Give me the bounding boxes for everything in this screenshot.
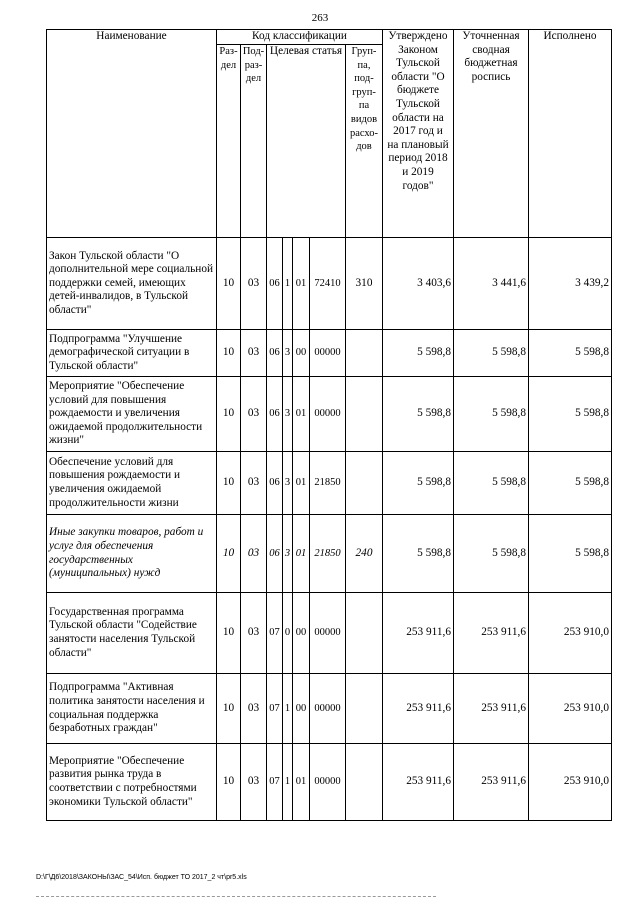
cell-group [346,744,383,821]
cell-executed: 5 598,8 [529,452,612,515]
table-row [47,593,612,674]
cell-t4: 72410 [310,238,346,330]
cell-t3: 01 [293,377,310,452]
cell-podrazdel: 03 [241,674,267,744]
cell-approved: 5 598,8 [383,377,454,452]
cell-razdel: 10 [217,377,241,452]
cell-executed: 253 910,0 [529,744,612,821]
page-edge-line [36,896,436,897]
cell-t1: 06 [267,238,283,330]
header-target: Целевая статья [267,45,346,238]
table-row [47,238,612,330]
cell-razdel: 10 [217,593,241,674]
cell-revised: 5 598,8 [454,515,529,593]
cell-razdel: 10 [217,452,241,515]
cell-t2: 1 [283,238,293,330]
cell-t4: 00000 [310,330,346,377]
cell-name: Государственная программа Тульской области "Содействие занятости населения Тульской области" [47,593,217,674]
cell-name: Обеспечение условий для повышения рождаемости и увеличения ожидаемой продолжительности жизни [47,452,217,515]
cell-group [346,674,383,744]
cell-t3: 00 [293,330,310,377]
cell-group [346,330,383,377]
cell-t2: 1 [283,674,293,744]
cell-executed: 253 910,0 [529,674,612,744]
table-row [47,330,612,377]
cell-t3: 01 [293,452,310,515]
cell-name: Подпрограмма "Улучшение демографической ситуации в Тульской области" [47,330,217,377]
cell-t4: 21850 [310,452,346,515]
cell-podrazdel: 03 [241,593,267,674]
cell-t4: 00000 [310,744,346,821]
cell-approved: 5 598,8 [383,515,454,593]
cell-razdel: 10 [217,330,241,377]
cell-group [346,593,383,674]
cell-executed: 5 598,8 [529,377,612,452]
cell-razdel: 10 [217,674,241,744]
cell-group [346,377,383,452]
cell-approved: 253 911,6 [383,593,454,674]
cell-group: 240 [346,515,383,593]
cell-executed: 5 598,8 [529,330,612,377]
cell-t1: 06 [267,377,283,452]
cell-t1: 06 [267,452,283,515]
table-row [47,674,612,744]
cell-name: Мероприятие "Обеспечение условий для повышения рождаемости и увеличения ожидаемой продолжительности жизни" [47,377,217,452]
cell-t2: 1 [283,744,293,821]
cell-t3: 01 [293,238,310,330]
cell-name: Мероприятие "Обеспечение развития рынка труда в соответствии с потребностями экономики Тульской области" [47,744,217,821]
cell-podrazdel: 03 [241,238,267,330]
table-row [47,515,612,593]
cell-t4: 00000 [310,674,346,744]
table-row [47,377,612,452]
cell-revised: 5 598,8 [454,330,529,377]
cell-revised: 3 441,6 [454,238,529,330]
cell-podrazdel: 03 [241,330,267,377]
cell-name: Закон Тульской области "О дополнительной мере социальной поддержки семей, имеющих детей-инвалидов, в Тульской области" [47,238,217,330]
cell-executed: 253 910,0 [529,593,612,674]
cell-t3: 01 [293,515,310,593]
cell-t1: 06 [267,330,283,377]
cell-t1: 07 [267,674,283,744]
table-row [47,744,612,821]
cell-t4: 00000 [310,377,346,452]
page-number: 263 [311,12,329,24]
cell-executed: 5 598,8 [529,515,612,593]
cell-approved: 5 598,8 [383,330,454,377]
cell-approved: 253 911,6 [383,744,454,821]
cell-revised: 253 911,6 [454,674,529,744]
cell-t2: 3 [283,377,293,452]
cell-podrazdel: 03 [241,744,267,821]
header-group: Груп- па, под- груп- па видов расхо- дов [346,45,383,238]
header-executed: Исполнено [529,30,612,238]
cell-t1: 06 [267,515,283,593]
header-approved: Утверждено Законом Тульской области "О бюджете Тульской области на 2017 год и на плановый период 2018 и 2019 годов" [383,30,454,238]
header-name: Наименование [47,30,217,238]
cell-t4: 00000 [310,593,346,674]
budget-table [46,29,612,821]
cell-t3: 00 [293,593,310,674]
header-podrazdel: Под- раз- дел [241,45,267,238]
cell-revised: 5 598,8 [454,452,529,515]
cell-name: Иные закупки товаров, работ и услуг для обеспечения государственных (муниципальных) нужд [47,515,217,593]
file-path-footer: D:\Г\Д6\2018\ЗАКОНЫ\ЗАС_54\Исп. бюджет ТО 2017_2 чт\рr5.xls [36,874,247,881]
cell-t1: 07 [267,593,283,674]
cell-razdel: 10 [217,238,241,330]
cell-group: 310 [346,238,383,330]
cell-name: Подпрограмма "Активная политика занятости населения и социальная поддержка безработных граждан" [47,674,217,744]
cell-razdel: 10 [217,515,241,593]
cell-t3: 01 [293,744,310,821]
cell-approved: 3 403,6 [383,238,454,330]
cell-podrazdel: 03 [241,452,267,515]
table-row [47,452,612,515]
cell-revised: 253 911,6 [454,744,529,821]
cell-group [346,452,383,515]
cell-revised: 253 911,6 [454,593,529,674]
header-revised: Уточненная сводная бюджетная роспись [454,30,529,238]
header-razdel: Раз- дел [217,45,241,238]
header-code-group: Код классификации [217,30,383,45]
cell-t2: 0 [283,593,293,674]
cell-t2: 3 [283,452,293,515]
cell-t4: 21850 [310,515,346,593]
cell-executed: 3 439,2 [529,238,612,330]
cell-razdel: 10 [217,744,241,821]
cell-t2: 3 [283,515,293,593]
cell-podrazdel: 03 [241,377,267,452]
cell-t3: 00 [293,674,310,744]
cell-t2: 3 [283,330,293,377]
cell-approved: 5 598,8 [383,452,454,515]
cell-revised: 5 598,8 [454,377,529,452]
cell-podrazdel: 03 [241,515,267,593]
cell-t1: 07 [267,744,283,821]
cell-approved: 253 911,6 [383,674,454,744]
